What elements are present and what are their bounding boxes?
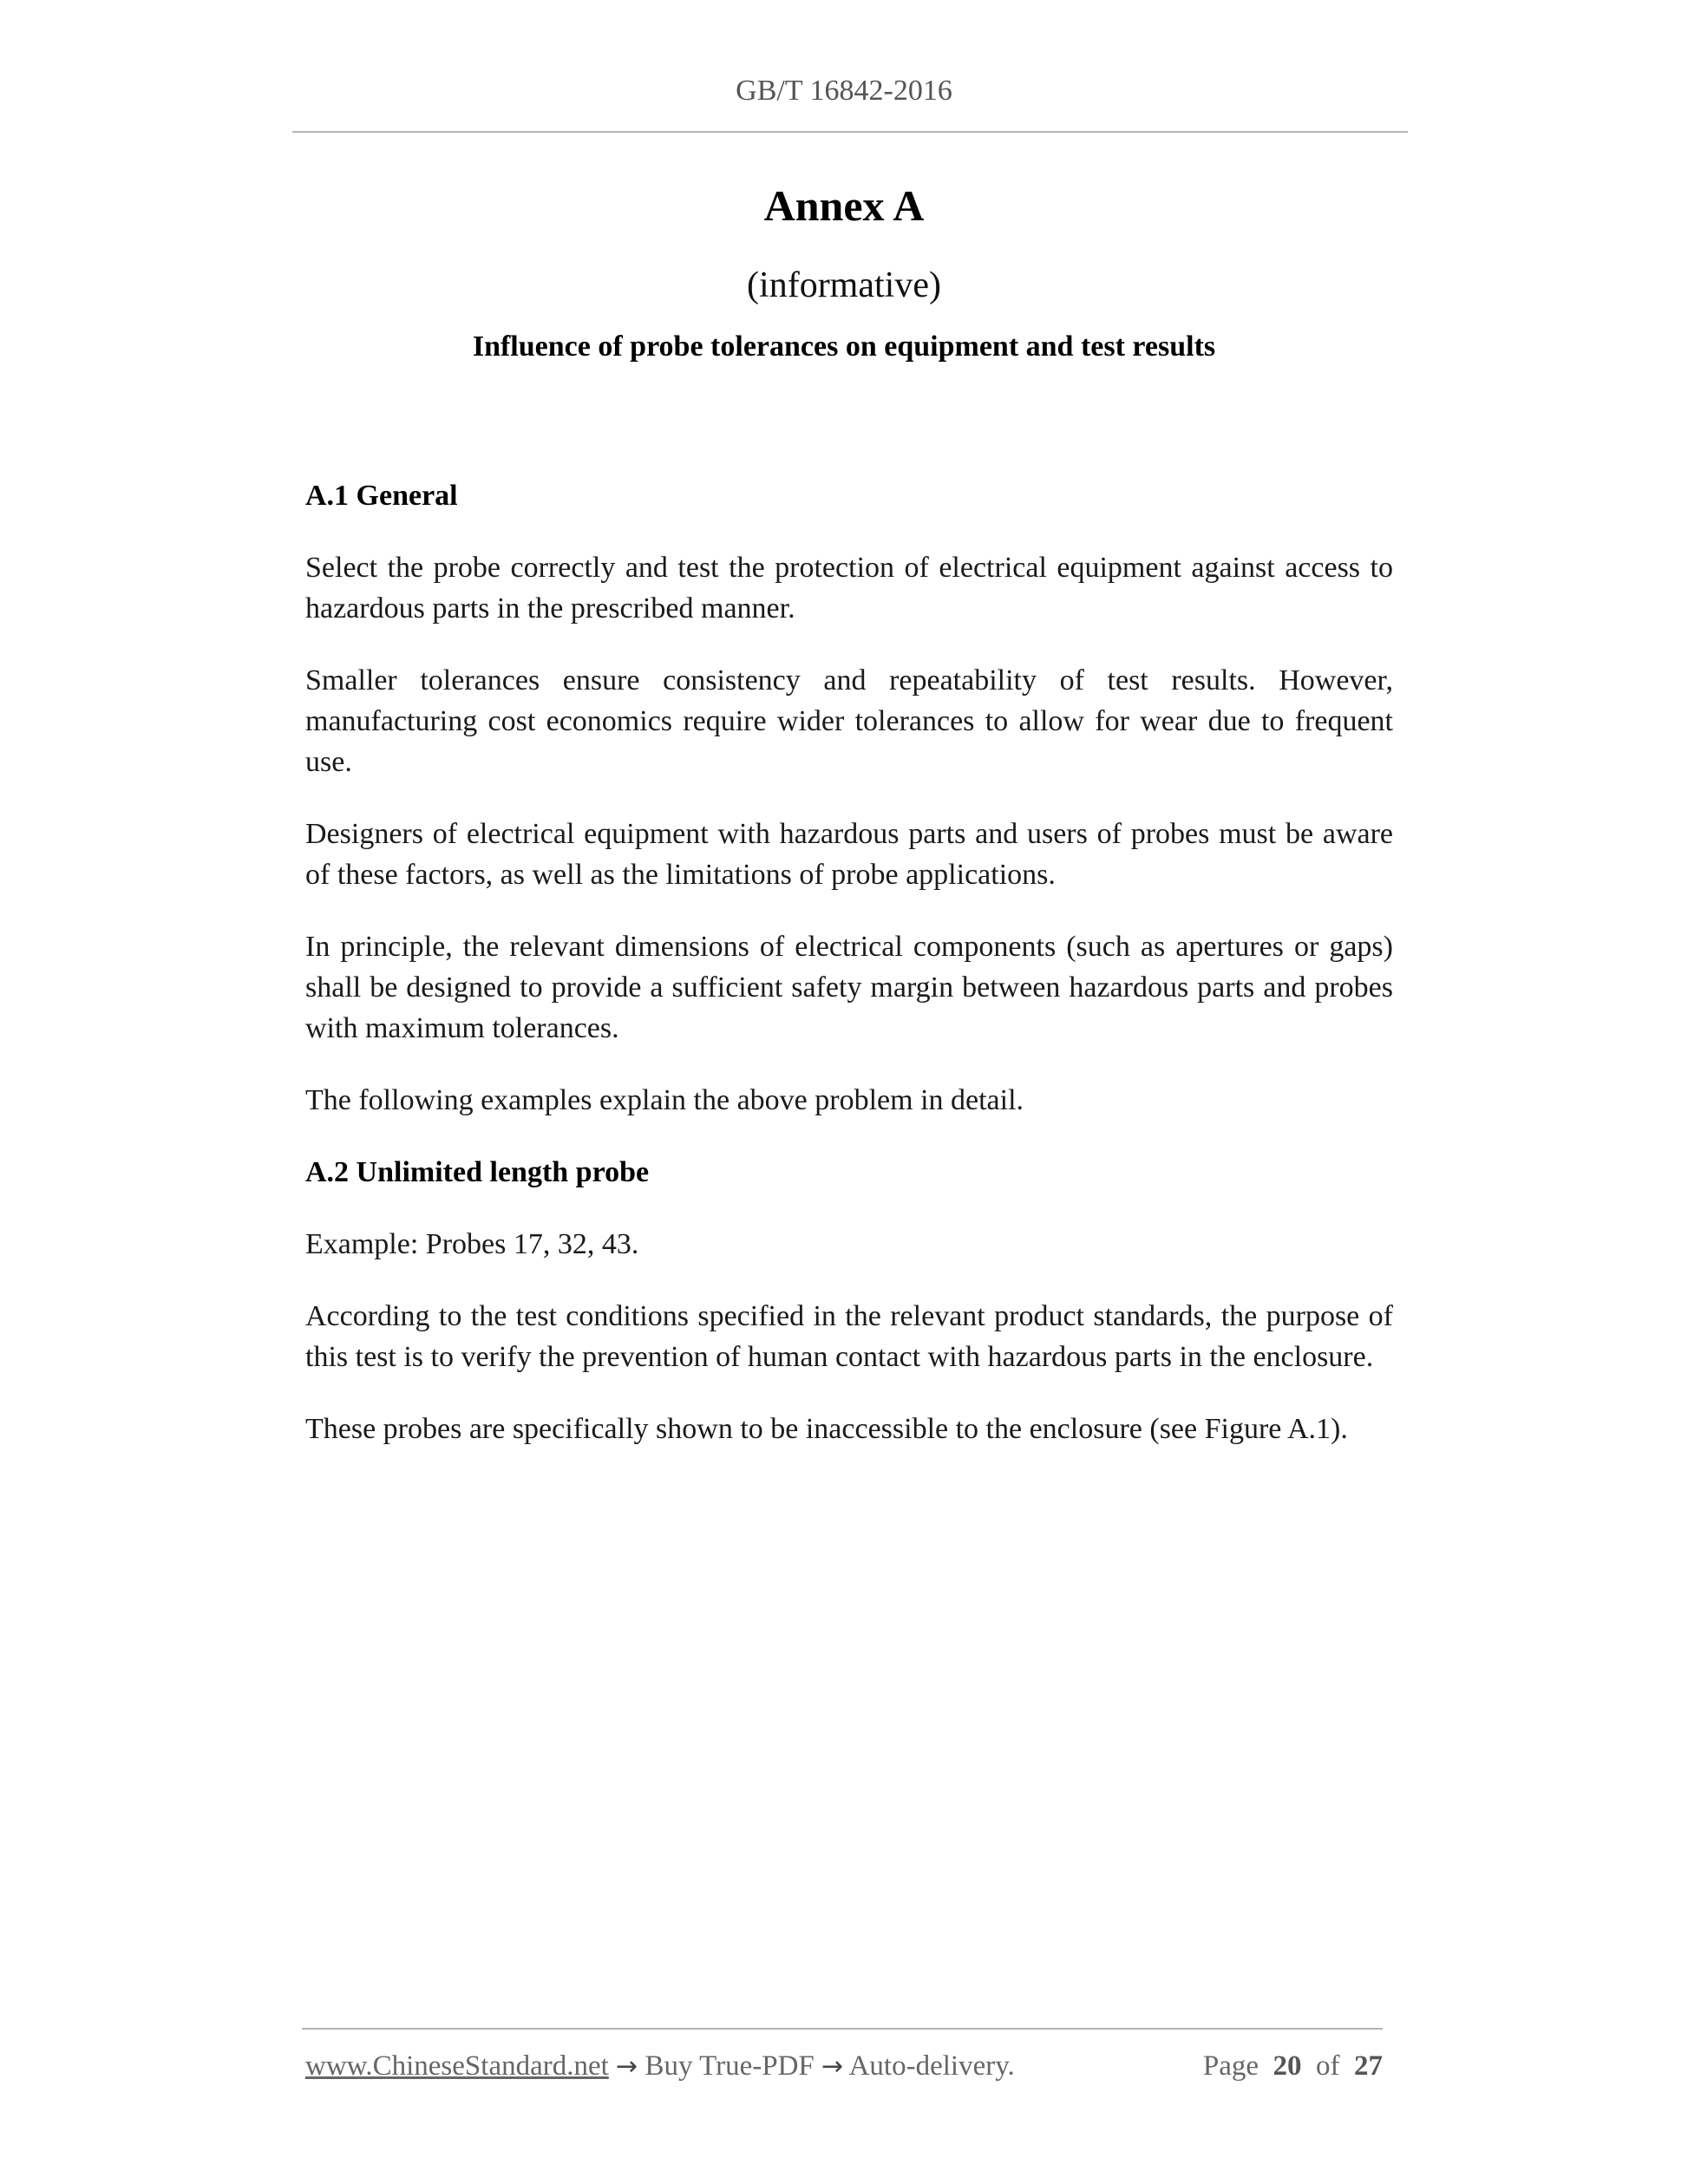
footer-divider (302, 2028, 1383, 2030)
page-of-label: of (1316, 2050, 1340, 2082)
page-label: Page (1202, 2050, 1259, 2082)
paragraph: In principle, the relevant dimensions of electrical components (such as apertures or gaps) shall be designed to provide a sufficient safety margin between hazardous parts and probes with maximum tolerances. (305, 931, 1393, 1044)
arrow-right-icon: → (821, 2051, 844, 2082)
paragraph: Designers of electrical equipment with hazardous parts and users of probes must be aware of these factors, as well as the limitations of probe applications. (305, 818, 1393, 891)
website-link[interactable]: www.ChineseStandard.net (305, 2050, 609, 2082)
paragraph: Select the probe correctly and test the protection of electrical equipment against access to hazardous parts in the prescribed manner. (305, 552, 1393, 624)
page-current: 20 (1273, 2050, 1302, 2082)
header-divider (292, 131, 1408, 133)
page-indicator (1203, 2050, 1383, 2083)
footer-links (305, 2050, 1015, 2083)
annex-subtitle: Influence of probe tolerances on equipment and test results (472, 330, 1216, 363)
paragraph: Smaller tolerances ensure consistency and repeatability of test results. However, manufacturing cost economics require wider tolerances to allow for wear due to frequent use. (305, 664, 1393, 778)
auto-delivery-text: Auto-delivery. (848, 2050, 1015, 2082)
arrow-right-icon: → (616, 2051, 638, 2082)
annex-title: Annex A (763, 181, 925, 230)
section-heading-a1: A.1 General (305, 480, 458, 512)
paragraph: Example: Probes 17, 32, 43. (305, 1228, 639, 1260)
annex-type: (informative) (747, 265, 941, 305)
paragraph: According to the test conditions specified in the relevant product standards, the purpose of this test is to verify the prevention of human contact with hazardous parts in the enclosure. (305, 1300, 1393, 1373)
paragraph: These probes are specifically shown to be inaccessible to the enclosure (see Figure A.1). (305, 1413, 1348, 1445)
document-body (305, 475, 1393, 1481)
page-total: 27 (1354, 2050, 1383, 2082)
paragraph: The following examples explain the above problem in detail. (305, 1084, 1024, 1116)
section-heading-a2: A.2 Unlimited length probe (305, 1156, 650, 1188)
buy-true-pdf-text: Buy True-PDF (644, 2050, 815, 2082)
document-code-header: GB/T 16842-2016 (736, 75, 952, 107)
